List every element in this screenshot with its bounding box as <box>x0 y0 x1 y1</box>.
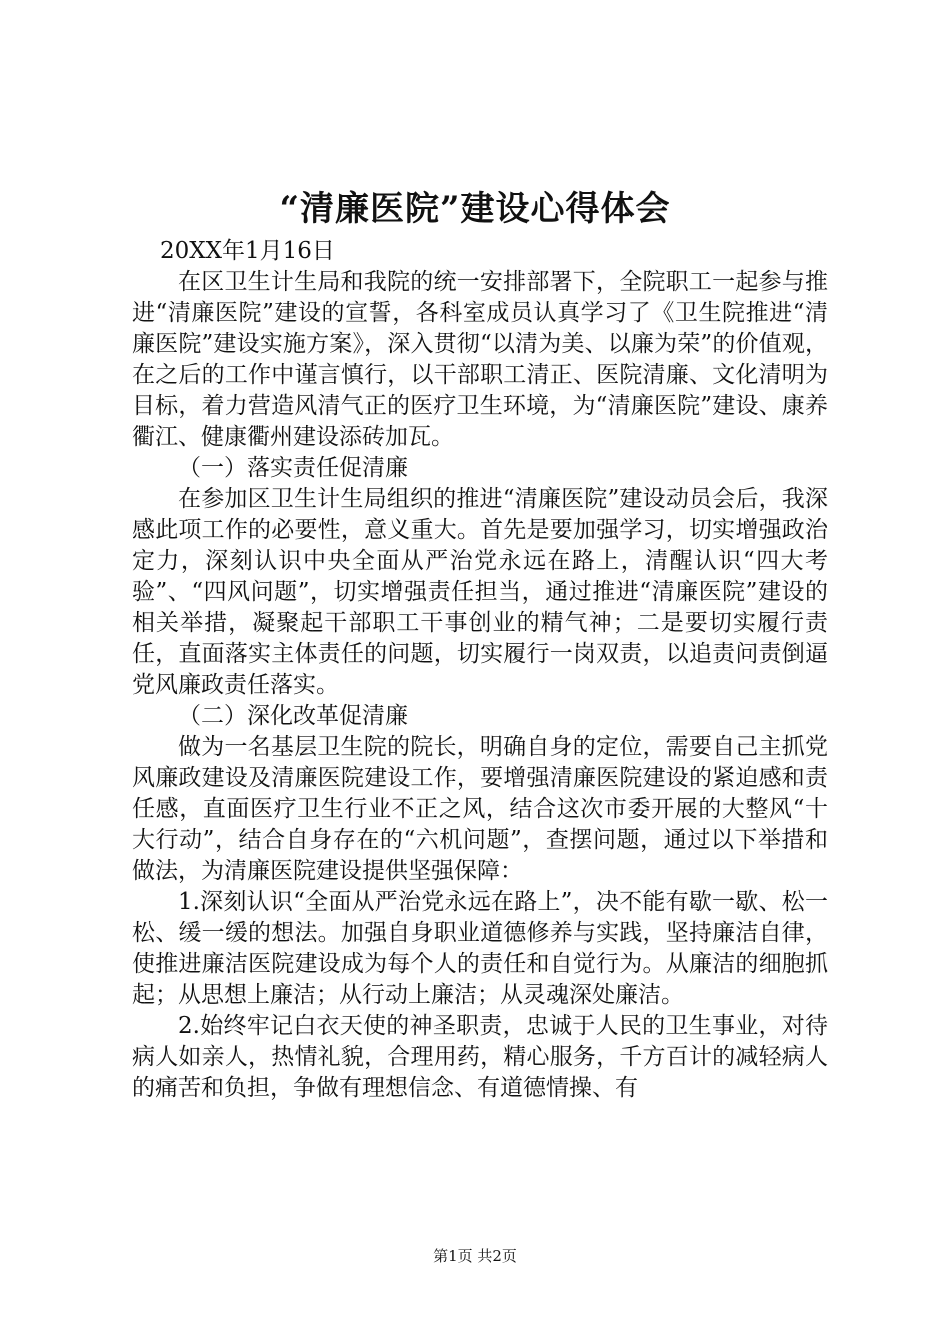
paragraph-intro: 在区卫生计生局和我院的统一安排部署下，全院职工一起参与推进“清廉医院”建设的宣誓，各科室成员认真学习了《卫生院推进“清廉医院”建设实施方案》，深入贯彻“以清为美、以廉为荣”的价值观，在之后的工作中谨言慎行，以干部职工清正、医院清廉、文化清明为目标，着力营造风清气正的医疗卫生环境，为“清廉医院”建设、康养衢江、健康衢州建设添砖加瓦。 <box>132 269 828 450</box>
document-title: “清廉医院”建设心得体会 <box>279 189 671 229</box>
document-body <box>132 236 828 1104</box>
list-item-2: 2.始终牢记白衣天使的神圣职责，忠诚于人民的卫生事业，对待病人如亲人，热情礼貌，合理用药，精心服务，千方百计的减轻病人的痛苦和负担，争做有理想信念、有道德情操、有 <box>132 1013 828 1101</box>
paragraph-section-2: 做为一名基层卫生院的院长，明确自身的定位，需要自己主抓党风廉政建设及清廉医院建设工作，要增强清廉医院建设的紧迫感和责任感，直面医疗卫生行业不正之风，结合这次市委开展的大整风“十大行动”，结合自身存在的“六机问题”，查摆问题，通过以下举措和做法，为清廉医院建设提供坚强保障： <box>132 734 828 884</box>
section-heading-2: （二）深化改革促清廉 <box>178 703 408 729</box>
list-item-1: 1.深刻认识“全面从严治党永远在路上”，决不能有歇一歇、松一松、缓一缓的想法。加强自身职业道德修养与实践，坚持廉洁自律，使推进廉洁医院建设成为每个人的责任和自觉行为。从廉洁的细胞抓起；从思想上廉洁；从行动上廉洁；从灵魂深处廉洁。 <box>132 889 828 1008</box>
document-date: 20XX年1月16日 <box>160 238 335 264</box>
paragraph-section-1: 在参加区卫生计生局组织的推进“清廉医院”建设动员会后，我深感此项工作的必要性，意义重大。首先是要加强学习，切实增强政治定力，深刻认识中央全面从严治党永远在路上，清醒认识“四大考验”、“四风问题”，切实增强责任担当，通过推进“清廉医院”建设的相关举措，凝聚起干部职工干事创业的精气神；二是要切实履行责任，直面落实主体责任的问题，切实履行一岗双责，以追责问责倒逼党风廉政责任落实。 <box>132 486 828 698</box>
section-heading-1: （一）落实责任促清廉 <box>178 455 408 481</box>
page-number-footer: 第1页 共2页 <box>433 1247 517 1265</box>
